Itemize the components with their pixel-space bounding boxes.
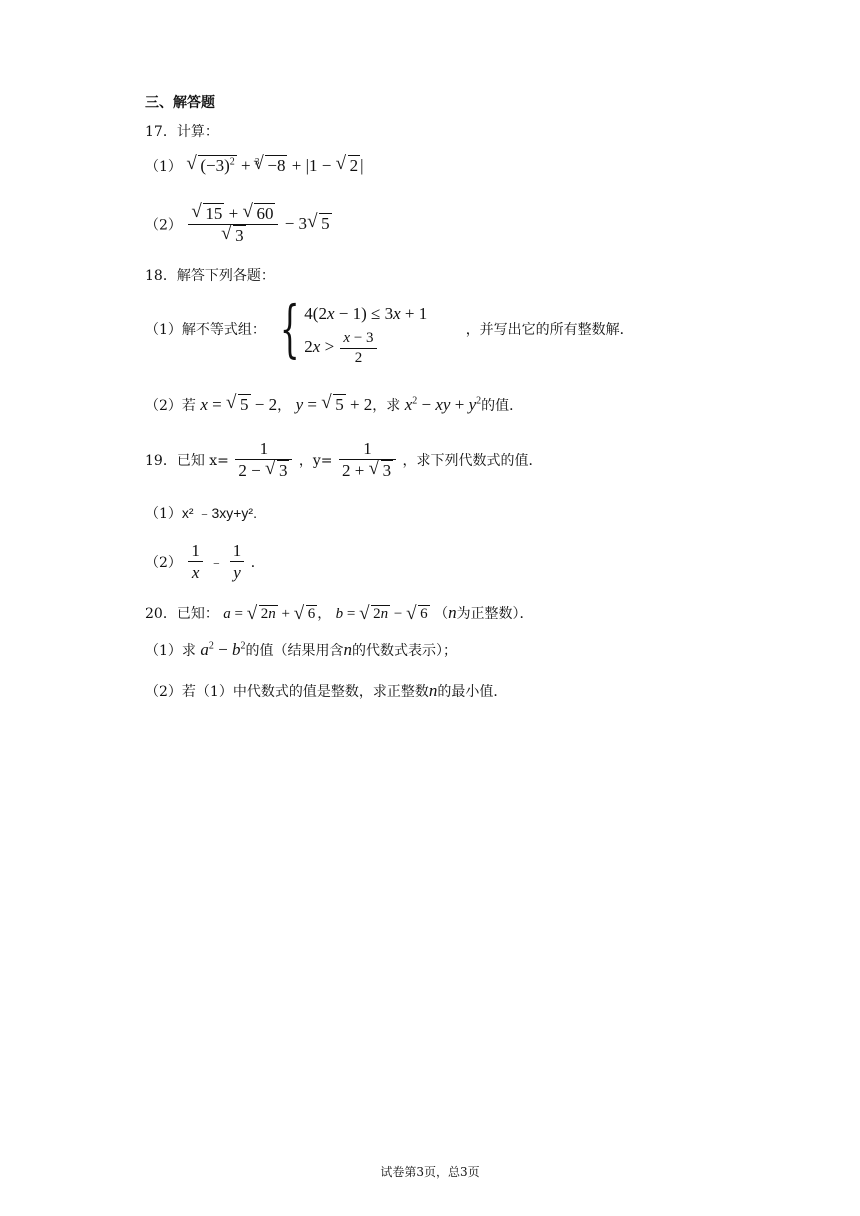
question-20-part-1 <box>145 640 457 660</box>
question-19-part-1 <box>145 503 257 523</box>
part-number: （1） <box>145 643 182 659</box>
question-20-part-2 <box>145 681 507 701</box>
n-variable: n <box>343 640 352 659</box>
part-number: （1） <box>145 322 182 338</box>
part-text: 解不等式组： <box>181 322 266 338</box>
part-number: （2） <box>145 217 182 234</box>
math-expression: √ 15 + √ 60 √ 3 − 3√ 5 <box>186 214 331 233</box>
part-mid: 的值（结果用含 <box>245 643 344 659</box>
question-18-label: 18．解答下列各题： <box>145 268 275 284</box>
separator: ， <box>277 398 292 414</box>
question-17-label: 17．计算： <box>145 124 219 140</box>
part-tail: 的代数式表示）； <box>351 643 457 659</box>
paren-tail: 为正整数）． <box>456 606 534 622</box>
a-definition: a = √ 2n + √ 6 <box>223 606 317 622</box>
question-label: 19．已知 x= <box>145 452 229 469</box>
paren-open: （ <box>434 606 449 622</box>
question-label: 20．已知： <box>145 606 219 622</box>
reciprocal-x: $\frac{1}{x}$ <box>188 540 203 584</box>
brace-symbol: { <box>280 292 300 365</box>
part-tail: 的最小值． <box>437 684 508 700</box>
inequality-system: 4(2x − 1) ≤ 3x + 1 2x > $\frac{x - 3}{2}$ <box>304 304 428 366</box>
y-eq-text: ，y= <box>298 452 333 469</box>
reciprocal-y: $\frac{1}{y}$ <box>230 540 245 584</box>
question-17-part-1 <box>145 156 363 176</box>
part-number: （1） <box>145 159 182 175</box>
question-18-part-1 <box>145 292 634 366</box>
part-number: （2） <box>145 684 182 700</box>
page-footer: 试卷第3页，总3页 <box>380 1165 480 1179</box>
minus-sign: ﹣ <box>209 554 224 571</box>
part-expression: x² ﹣3xy+y². <box>181 505 257 521</box>
part-text: 求 <box>181 643 196 659</box>
question-tail: ，求下列代数式的值． <box>402 452 543 469</box>
n-variable: n <box>428 681 438 700</box>
question-19-label <box>145 438 543 482</box>
part-tail: 的值． <box>481 398 524 414</box>
x-definition: x = √ 5 − 2 <box>200 395 277 414</box>
part-number: （1） <box>145 506 182 522</box>
y-fraction: $\frac{1}{2 + √ 3}$ <box>339 438 396 482</box>
difference-of-squares: $a^2 - b^2$ <box>200 640 246 659</box>
question-20-label <box>145 603 534 623</box>
question-18-part-2 <box>145 395 523 415</box>
part-number: （2） <box>145 554 182 571</box>
n-variable: n <box>448 603 457 622</box>
separator: ， <box>317 606 332 622</box>
part-text: 若（1）中代数式的值是整数，求正整数 <box>181 684 429 700</box>
y-definition: y = √ 5 + 2 <box>296 395 373 414</box>
x-fraction: $\frac{1}{2 - √ 3}$ <box>235 438 292 482</box>
period: ． <box>250 554 265 571</box>
part-number: （2） <box>145 398 182 414</box>
question-17-part-2 <box>145 203 332 247</box>
question-19-part-2 <box>145 540 265 584</box>
math-expression: √ $(-3)^2 + ^3√ -8 + |1$ − √ 2 | <box>186 156 363 175</box>
part-text: 若 <box>181 398 196 414</box>
b-definition: b = √ 2n − √ 6 <box>336 606 430 622</box>
part-tail: ，并写出它的所有整数解． <box>465 322 634 338</box>
target-expression: $x^2$ − xy + $y^2$ <box>404 395 482 414</box>
section-title: 三、解答题 <box>145 95 215 111</box>
ask-text: ，求 <box>372 398 401 414</box>
